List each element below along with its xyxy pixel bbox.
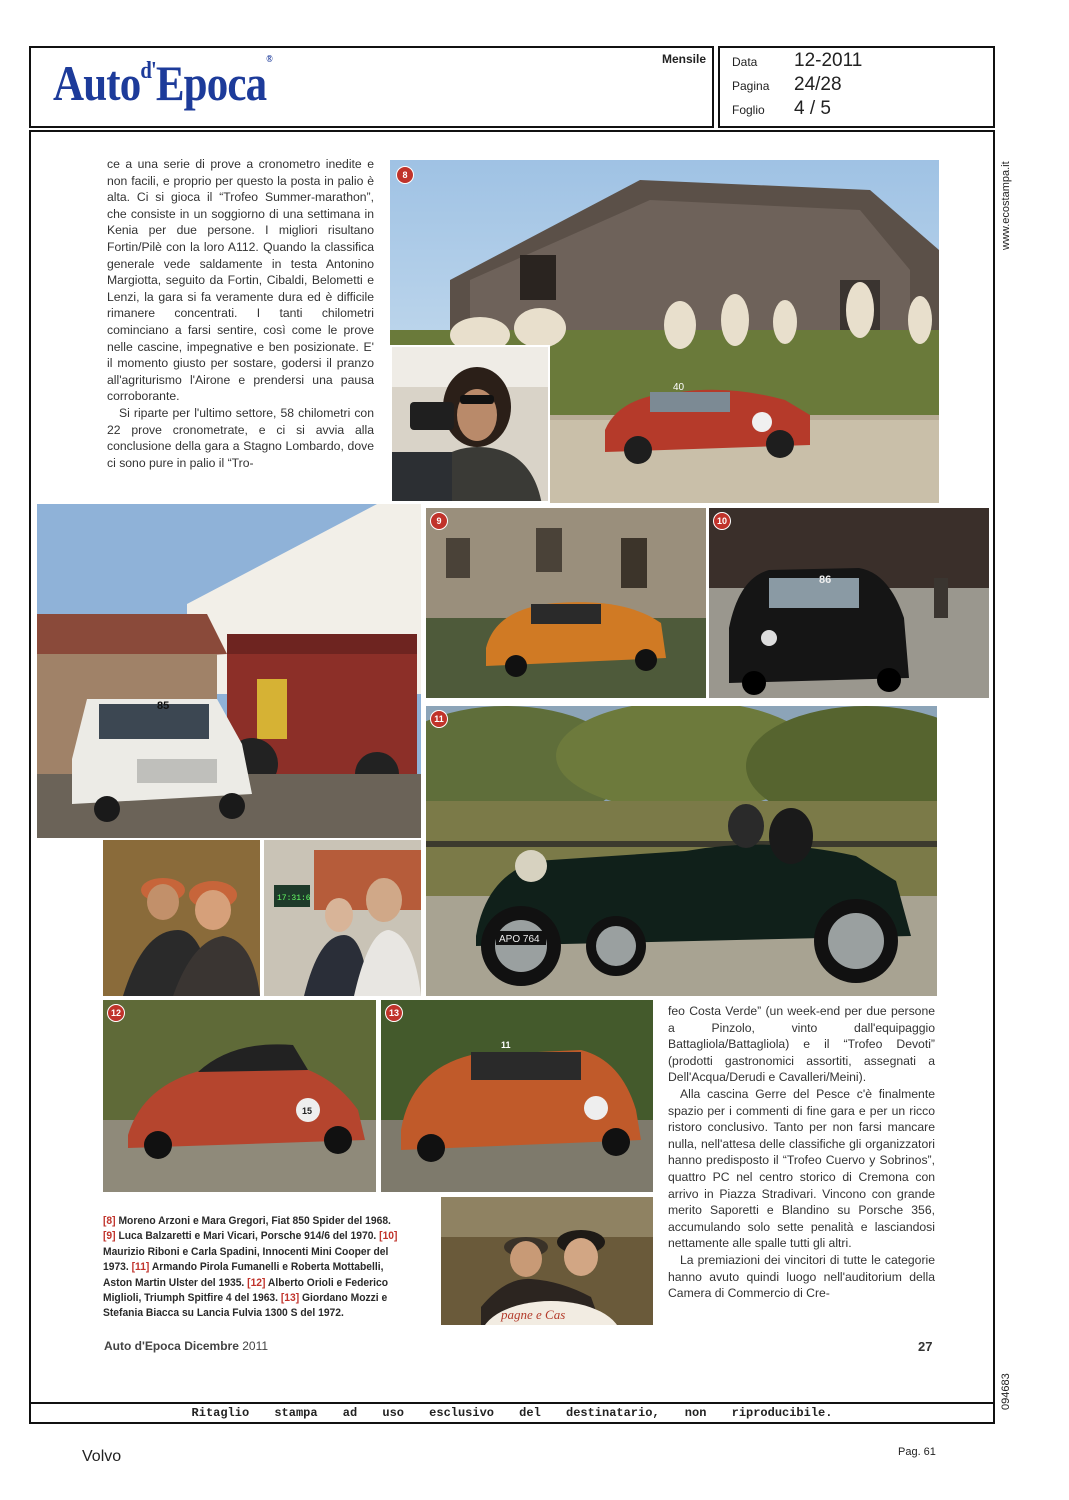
photo-a112-tractor [37, 504, 421, 838]
car-number-label: 40 [673, 382, 685, 393]
paragraph: La premiazioni dei vincitori di tutte le categorie hanno avuto quindi luogo nell'auditorium della Camera di Commercio di Cre- [668, 1252, 935, 1301]
car-number-label: 15 [302, 1106, 313, 1116]
issue-info-box [718, 46, 995, 128]
photo-lancia-fulvia [381, 1000, 653, 1192]
photo-number-badge: 10 [713, 512, 731, 530]
magazine-footer: Auto d'Epoca Dicembre 2011 [104, 1339, 269, 1353]
photo-number-badge: 11 [430, 710, 448, 728]
photo-porsche-914 [426, 508, 706, 698]
date-value: 12-2011 [794, 50, 863, 71]
archive-code: 094683 [1000, 1373, 1012, 1410]
date-label: Data [732, 55, 758, 69]
timer-display: 17:31:6 [277, 894, 311, 903]
clipping-page-number: Pag. 61 [898, 1446, 936, 1458]
article-column-1 [107, 156, 374, 471]
paragraph: Alla cascina Gerre del Pesce c'è finalmente spazio per i commenti di fine gara e per un ricco ristoro conclusivo. Tanto per non farsi mancare nulla, nell'attesa delle classifiche gli organizzatori hanno predisposto il “Trofeo Cuervo y Sobrinos”, quattro PC nel centro storico di Cremona con arrivo in Piazza Stradivari. Vincono con grande merito Saporetti e Blandino su Porsche 356, accumulando solo sette penalità e lasciandosi nettamente alle spalle tutti gli altri. [668, 1086, 935, 1251]
masthead-box [29, 46, 714, 128]
photo-aston-martin-ulster [426, 706, 937, 996]
photo-number-badge: 9 [430, 512, 448, 530]
banner-text: pagne e Cas [501, 1307, 566, 1322]
sheet-label: Foglio [732, 103, 765, 117]
photo-number-badge: 12 [107, 1004, 125, 1022]
photo-captions: [8] Moreno Arzoni e Mara Gregori, Fiat 850 Spider del 1968. [9] Luca Balzaretti e Mari Vicari, Porsche 914/6 del 1970. [10] Maurizio Riboni e Carla Spadini, Innocenti Mini Cooper del 1973. [11] Armando Pirola Fumanelli e Roberta Mottabelli, Aston Martin Ulster del 1935. [12] Alberto Orioli e Federico Miglioli, Triumph Spitfire 4 del 1963. [13] Giordano Mozzi e Stefania Biacca su Lancia Fulvia 1300 S del 1972. [103, 1215, 398, 1320]
car-number-label: 11 [501, 1040, 511, 1050]
magazine-logo: Auto$^{d'}$Epoca® [53, 54, 272, 111]
photo-officials-timer [264, 840, 421, 996]
paragraph: Si riparte per l'ultimo settore, 58 chilometri con 22 prove cronometrate, e ci si avvia alla conclusione della gara a Stagno Lombardo, dove ci sono pure in palio il “Tro- [107, 405, 374, 470]
photo-driver-portrait [390, 345, 550, 503]
magazine-page-number: 27 [918, 1339, 933, 1354]
paragraph: feo Costa Verde” (un week-end per due persone a Pinzolo, vinto dall'equipaggio Battagliola/Battagliola) e il “Trofeo Devoti” (prodotti gastronomici assortiti, assegnati a Dell'Acqua/Derudi e Cavalleri/Meini). [668, 1004, 935, 1085]
clipping-notice: Ritaglio stampa ad uso esclusivo del destinatario, non riproducibile. [29, 1402, 995, 1424]
photo-number-badge: 8 [396, 166, 414, 184]
photo-crew-banner [441, 1197, 653, 1325]
website-text: www.ecostampa.it [1000, 161, 1012, 250]
car-plate-label: APO 764 [499, 934, 540, 945]
periodicity-label: Mensile [661, 52, 706, 66]
photo-number-badge: 13 [385, 1004, 403, 1022]
car-number-label: 86 [819, 574, 832, 586]
page-value: 24/28 [794, 74, 842, 95]
photo-triumph-spitfire [103, 1000, 376, 1192]
paragraph: ce a una serie di prove a cronometro inedite e non facili, e proprio per questo la posta in palio è alta. Ci si gioca il “Trofeo Summer-marathon”, che consiste in un soggiorno di una settimana in Kenia per due persone. I migliori risultano Fortin/Pilè con la loro A112. Quando la classifica generale vede saldamente in testa Antonino Margiotta, seguito da Fortin, Cibaldi, Belometti e Lenzi, la gara si fa veramente dura ed è difficile rimanere concentrati. I tanti chilometri cominciano a farsi sentire, così come le prove nelle cascine, impegnative e ben posizionate. E' il momento giusto per sostare, godersi il pranzo all'agriturismo l'Airone e prendersi una pausa corroborante. [107, 157, 374, 404]
article-column-2 [668, 1003, 935, 1302]
page-label: Pagina [732, 79, 770, 93]
photo-mini-cooper [709, 508, 989, 698]
photo-crew-caps [103, 840, 260, 996]
client-name: Volvo [82, 1448, 122, 1465]
sheet-value: 4 / 5 [794, 98, 831, 119]
car-number-label: 85 [157, 700, 170, 712]
